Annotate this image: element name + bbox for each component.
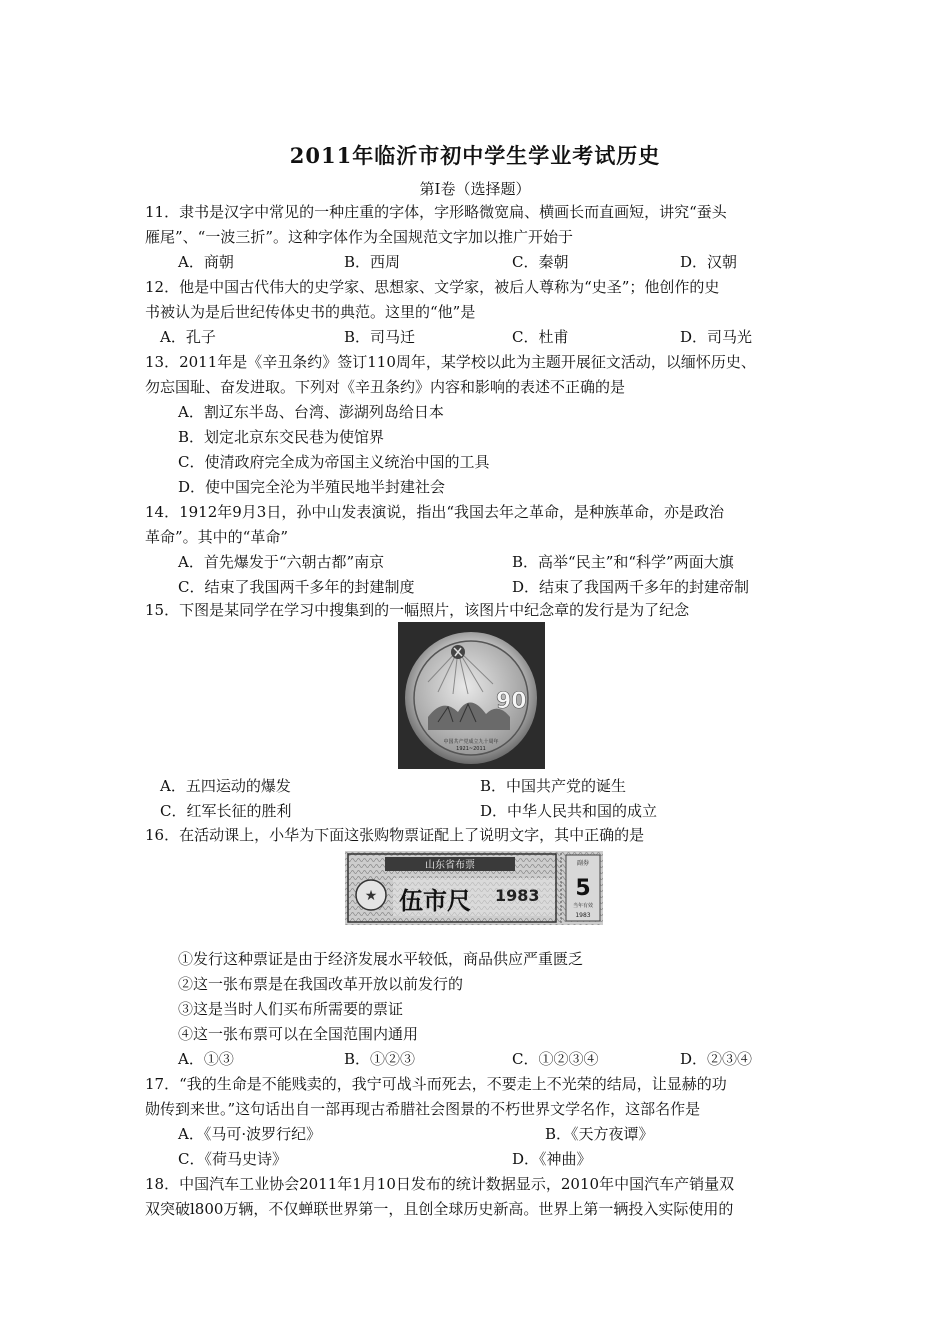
q17-option-d: D．《神曲》 [512, 1150, 592, 1168]
medal-years: 1921~2011 [456, 746, 486, 752]
ticket-illustration [345, 851, 603, 925]
q14-stem-line1: 14．1912年9月3日，孙中山发表演说，指出“我国去年之革命，是种族革命，亦是政治 [145, 503, 725, 521]
q17-option-b: B．《天方夜谭》 [545, 1125, 654, 1143]
page-title: 2011年临沂市初中学生学业考试历史 [289, 143, 661, 168]
q13-stem-line1: 13．2011年是《辛丑条约》签订110周年，某学校以此为主题开展征文活动，以缅怀历史、 [145, 353, 756, 371]
q12-option-b: B．司马迁 [344, 328, 416, 346]
section-heading: 第Ⅰ卷（选择题） [419, 180, 531, 198]
medal-number: 90 [496, 689, 527, 714]
q15-option-d: D．中华人民共和国的成立 [480, 802, 658, 820]
q16-option-c: C．①②③④ [512, 1050, 599, 1068]
q11-option-c: C．秦朝 [512, 253, 569, 271]
q14-option-b: B．高举“民主”和“科学”两面大旗 [512, 553, 734, 571]
q14-option-c: C．结束了我国两千多年的封建制度 [178, 578, 415, 596]
q13-option-a: A．割辽东半岛、台湾、澎湖列岛给日本 [178, 403, 444, 421]
q14-option-a: A．首先爆发于“六朝古都”南京 [178, 553, 385, 571]
q16-statement-2: ②这一张布票是在我国改革开放以前发行的 [178, 975, 464, 993]
commemorative-medal-photo [398, 622, 545, 769]
q12-option-a: A．孔子 [160, 328, 216, 346]
q16-option-d: D．②③④ [680, 1050, 753, 1068]
q16-option-a: A．①③ [178, 1050, 234, 1068]
q18-stem-line1: 18．中国汽车工业协会2011年1月10日发布的统计数据显示，2010年中国汽车产销量双 [145, 1175, 735, 1193]
q15-option-b: B．中国共产党的诞生 [480, 777, 627, 795]
q16-statement-3: ③这是当时人们买布所需要的票证 [178, 1000, 404, 1018]
ticket-digit: 5 [575, 876, 591, 901]
ticket-year: 1983 [495, 886, 540, 905]
q17-option-a: A．《马可·波罗行纪》 [178, 1125, 322, 1143]
q15-option-a: A．五四运动的爆发 [160, 777, 291, 795]
q18-stem-line2: 双突破l800万辆，不仅蝉联世界第一，且创全球历史新高。世界上第一辆投入实际使用的 [145, 1200, 734, 1218]
q12-option-d: D．司马光 [680, 328, 753, 346]
q12-stem-line2: 书被认为是后世纪传体史书的典范。这里的“他”是 [145, 303, 476, 321]
q14-stem-line2: 革命”。其中的“革命” [145, 528, 289, 546]
q16-option-b: B．①②③ [344, 1050, 416, 1068]
q13-stem-line2: 勿忘国耻、奋发进取。下列对《辛丑条约》内容和影响的表述不正确的是 [145, 378, 626, 396]
q13-option-d: D．使中国完全沦为半殖民地半封建社会 [178, 478, 446, 496]
ticket-stub-year: 1983 [575, 912, 591, 919]
q13-option-b: B．划定北京东交民巷为使馆界 [178, 428, 385, 446]
q17-option-c: C．《荷马史诗》 [178, 1150, 287, 1168]
q13-option-c: C．使清政府完全成为帝国主义统治中国的工具 [178, 453, 490, 471]
q12-stem-line1: 12．他是中国古代伟大的史学家、思想家、文学家，被后人尊称为“史圣”；他创作的史 [145, 278, 720, 296]
ticket-amount: 伍市尺 [399, 887, 471, 915]
ticket-stub-label: 副券 [576, 860, 590, 867]
q14-option-d: D．结束了我国两千多年的封建帝制 [512, 578, 750, 596]
medal-illustration [398, 622, 545, 769]
q11-option-b: B．西周 [344, 253, 401, 271]
ticket-validity: 当年有效 [572, 903, 594, 909]
q11-stem-line1: 11．隶书是汉字中常见的一种庄重的字体，字形略微宽扁、横画长而直画短，讲究“蚕头 [145, 203, 727, 221]
q11-option-d: D．汉朝 [680, 253, 738, 271]
medal-caption: 中国共产党成立九十周年 [443, 739, 499, 745]
cloth-ration-ticket [345, 851, 603, 925]
q16-statement-1: ①发行这种票证是由于经济发展水平较低，商品供应严重匮乏 [178, 950, 584, 968]
q17-stem-line1: 17．“我的生命是不能贱卖的，我宁可战斗而死去，不要走上不光荣的结局，让显赫的功 [145, 1075, 727, 1093]
q16-statement-4: ④这一张布票可以在全国范围内通用 [178, 1025, 419, 1043]
q17-stem-line2: 勋传到来世。”这句话出自一部再现古希腊社会图景的不朽世界文学名作，这部名作是 [145, 1100, 701, 1118]
q16-stem-line1: 16．在活动课上，小华为下面这张购物票证配上了说明文字，其中正确的是 [145, 826, 645, 844]
ticket-header: 山东省布票 [425, 860, 475, 871]
q12-option-c: C．杜甫 [512, 328, 569, 346]
q11-stem-line2: 雁尾”、“一波三折”。这种字体作为全国规范文字加以推广开始于 [145, 228, 574, 246]
national-emblem-icon: ★ [364, 888, 378, 904]
q15-option-c: C．红军长征的胜利 [160, 802, 292, 820]
q11-option-a: A．商朝 [178, 253, 234, 271]
q15-stem-line1: 15．下图是某同学在学习中搜集到的一幅照片，该图片中纪念章的发行是为了纪念 [145, 601, 690, 619]
